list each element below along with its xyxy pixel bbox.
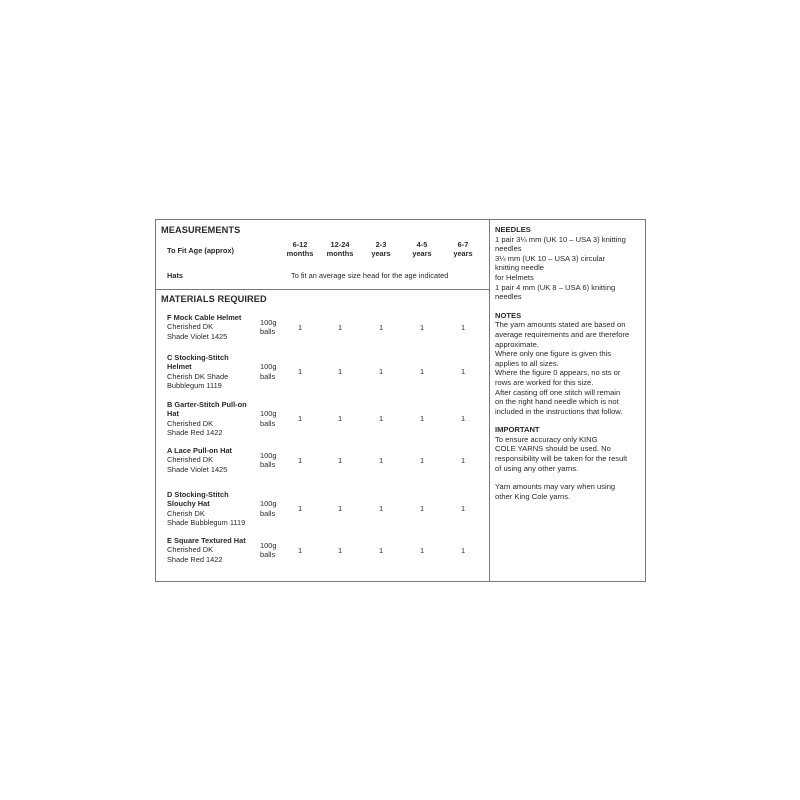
material-unit: 100g balls <box>260 362 277 381</box>
material-quantity: 1 <box>378 504 384 514</box>
material-name: Slouchy Hat <box>167 499 210 509</box>
material-unit: 100g balls <box>260 450 277 470</box>
material-row <box>156 313 490 353</box>
material-quantity: 1 <box>460 322 466 332</box>
fit-age-label: To Fit Age (approx) <box>167 246 234 255</box>
age-header-2: 12-24 months <box>326 240 354 259</box>
material-row <box>156 536 490 576</box>
text-line: knitting needle <box>495 263 544 273</box>
material-name: A Lace Pull-on Hat <box>167 446 233 455</box>
material-quantity: 1 <box>337 545 343 555</box>
material-yarn-detail: Shade Red 1422 <box>167 428 223 438</box>
age-header-1: 6-12 months <box>286 240 314 259</box>
text-line: on the right hand needle which is not <box>495 397 619 407</box>
material-quantity: 1 <box>460 504 466 514</box>
notes-text <box>495 320 645 416</box>
material-name: Hat <box>167 409 179 419</box>
material-description <box>167 313 261 341</box>
hats-label: Hats <box>167 271 184 280</box>
material-row <box>156 446 490 486</box>
material-name: Helmet <box>167 362 192 372</box>
material-quantity: 1 <box>419 504 425 514</box>
text-line: 1 pair 4 mm (UK 8 – USA 6) knitting <box>495 282 616 292</box>
material-description <box>167 536 261 564</box>
text-line: needles <box>495 244 522 254</box>
material-quantity: 1 <box>337 504 343 514</box>
material-quantity: 1 <box>297 504 303 514</box>
material-quantity: 1 <box>378 545 384 555</box>
material-yarn-detail: Shade Bubblegum 1119 <box>167 518 246 528</box>
text-line: After casting off one stitch will remain <box>495 387 621 397</box>
material-yarn-detail: Cherished DK <box>167 418 214 428</box>
text-line: 3¼ mm (UK 10 – USA 3) circular <box>495 253 606 263</box>
material-yarn-detail: Cherished DK <box>167 322 214 332</box>
material-quantity: 1 <box>297 414 303 424</box>
text-line: Where the figure 0 appears, no sts or <box>495 368 621 378</box>
material-quantity: 1 <box>419 367 425 377</box>
text-line: Where only one figure is given this <box>495 349 612 359</box>
material-unit: 100g balls <box>260 409 277 428</box>
material-yarn-detail: Cherished DK <box>167 545 214 555</box>
material-quantity: 1 <box>419 545 425 555</box>
material-quantity: 1 <box>297 367 303 377</box>
important-heading: IMPORTANT <box>495 425 540 435</box>
text-line: for Helmets <box>495 272 534 282</box>
material-quantity: 1 <box>297 455 303 465</box>
text-line: COLE YARNS should be used. No <box>495 444 611 454</box>
needles-heading: NEEDLES <box>495 225 531 234</box>
material-name: B Garter-Stitch Pull-on <box>167 400 247 409</box>
material-quantity: 1 <box>460 414 466 424</box>
material-quantity: 1 <box>419 322 425 332</box>
material-description <box>167 400 261 438</box>
material-quantity: 1 <box>337 414 343 424</box>
material-quantity: 1 <box>297 545 303 555</box>
material-quantity: 1 <box>460 545 466 555</box>
material-name: C Stocking-Stitch <box>167 353 229 362</box>
text-line: approximate. <box>495 339 539 349</box>
material-quantity: 1 <box>297 322 303 332</box>
measurements-materials-column <box>156 220 490 581</box>
age-header-4: 4-5 years <box>412 240 432 259</box>
notes-heading: NOTES <box>495 310 522 320</box>
material-quantity: 1 <box>337 455 343 465</box>
material-quantity: 1 <box>419 414 425 424</box>
material-quantity: 1 <box>337 367 343 377</box>
text-line: applies to all sizes. <box>495 358 559 368</box>
material-row <box>156 490 490 530</box>
material-name: E Square Textured Hat <box>167 536 246 545</box>
material-yarn-detail: Cherish DK Shade <box>167 371 229 381</box>
text-line: included in the instructions that follow. <box>495 406 623 416</box>
material-quantity: 1 <box>460 455 466 465</box>
text-line: The yarn amounts stated are based on <box>495 320 626 330</box>
material-unit: 100g balls <box>260 317 277 337</box>
text-line: To ensure accuracy only KING <box>495 434 598 444</box>
text-line: needles <box>495 292 522 302</box>
material-row <box>156 400 490 440</box>
text-line: other King Cole yarns. <box>495 491 571 501</box>
section-divider <box>156 289 490 290</box>
material-description <box>167 446 261 474</box>
material-description <box>167 353 261 391</box>
needles-text <box>495 235 645 302</box>
material-yarn-detail: Bubblegum 1119 <box>167 381 222 391</box>
text-line: responsibility will be taken for the result <box>495 454 628 464</box>
material-yarn-detail: Cherished DK <box>167 455 214 465</box>
material-quantity: 1 <box>460 367 466 377</box>
material-description <box>167 490 261 528</box>
needles-notes-column <box>490 220 645 581</box>
material-quantity: 1 <box>337 322 343 332</box>
text-line: of using any other yarns. <box>495 463 579 473</box>
material-quantity: 1 <box>378 322 384 332</box>
age-header-3: 2-3 years <box>371 240 391 259</box>
text-line: average requirements and are therefore <box>495 329 630 339</box>
material-quantity: 1 <box>419 455 425 465</box>
material-name: F Mock Cable Helmet <box>167 313 242 322</box>
material-unit: 100g balls <box>260 540 277 560</box>
text-line: Yarn amounts may vary when using <box>495 482 616 492</box>
material-quantity: 1 <box>378 455 384 465</box>
material-quantity: 1 <box>378 414 384 424</box>
yarn-variation-note <box>495 482 645 501</box>
text-line: rows are worked for this size. <box>495 377 594 387</box>
material-yarn-detail: Cherish DK <box>167 508 205 518</box>
hats-fit-note: To fit an average size head for the age indicated <box>291 271 449 280</box>
age-header-5: 6-7 years <box>453 240 473 259</box>
material-row <box>156 353 490 393</box>
material-unit: 100g balls <box>260 499 277 518</box>
important-text <box>495 435 645 473</box>
material-name: D Stocking-Stitch <box>167 490 229 499</box>
materials-heading: MATERIALS REQUIRED <box>161 294 267 304</box>
material-yarn-detail: Shade Red 1422 <box>167 554 223 564</box>
text-line: 1 pair 3¼ mm (UK 10 – USA 3) knitting <box>495 234 626 244</box>
material-quantity: 1 <box>378 367 384 377</box>
material-yarn-detail: Shade Violet 1425 <box>167 331 228 341</box>
material-yarn-detail: Shade Violet 1425 <box>167 464 228 474</box>
measurements-heading: MEASUREMENTS <box>161 225 241 235</box>
pattern-info-panel <box>155 219 646 582</box>
